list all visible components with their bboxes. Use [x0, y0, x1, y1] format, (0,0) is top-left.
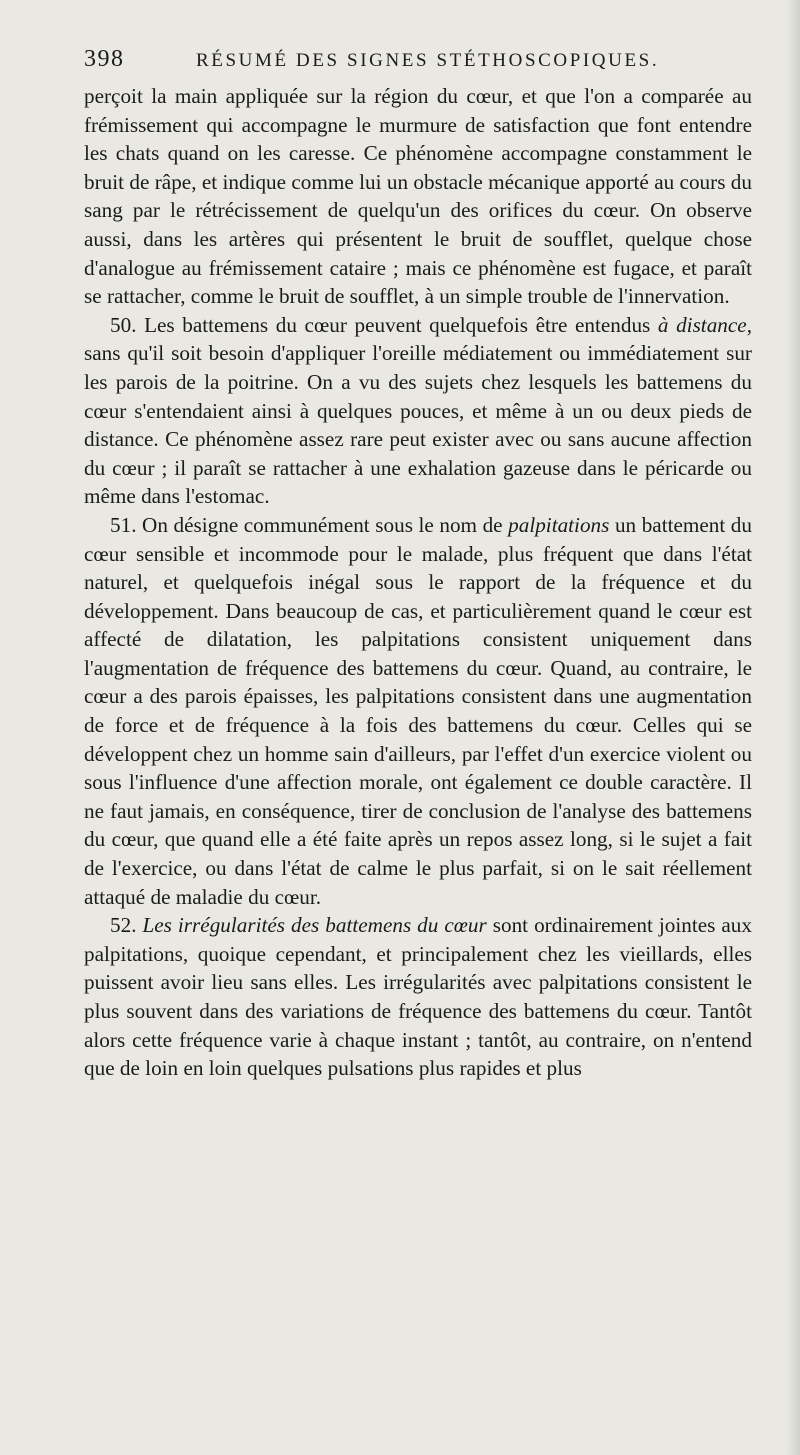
running-head	[84, 46, 744, 76]
italic-term: à distance	[657, 312, 747, 337]
text-run: , sans qu'il soit besoin d'appliquer l'oreille médiatement ou immédiatement sur les parois de la poitrine. On a vu des sujets chez lesquels les battemens du cœur s'entendaient ainsi à quelques pouces, et même à un ou deux pieds de distance. Ce phénomène assez rare peut exister avec ou sans aucune affection du cœur ; il paraît se rattacher à une exhalation gazeuse dans le péricarde ou même dans l'estomac.	[84, 312, 752, 509]
italic-term: Les irrégularités des battemens du cœur	[142, 913, 487, 938]
paragraph-p51	[84, 511, 752, 911]
paragraph-p50	[84, 311, 752, 511]
running-title: RÉSUMÉ DES SIGNES STÉTHOSCOPIQUES.	[196, 50, 660, 71]
text-run: perçoit la main appliquée sur la région du cœur, et que l'on a comparée au frémissement qui accompagne le murmure de satisfaction que font entendre les chats quand on les caresse. Ce phénomène accompagne constamment le bruit de râpe, et indique comme lui un obstacle mécanique apporté au cours du sang par le rétrécissement de quelqu'un des orifices du cœur. On observe aussi, dans les artères qui présentent le bruit de soufflet, quelque chose d'analogue au frémissement cataire ; mais ce phénomène est fugace, et paraît se rattacher, comme le bruit de soufflet, à un simple trouble de l'innervation.	[84, 84, 752, 309]
italic-term: palpitations	[508, 512, 610, 537]
text-run: 50. Les battemens du cœur peuvent quelquefois être entendus	[110, 312, 658, 337]
page-number: 398	[84, 46, 125, 72]
text-run: un battement du cœur sensible et incommode pour le malade, plus fréquent que dans l'état naturel, et quelquefois inégal sous le rapport de la fréquence et du développement. Dans beaucoup de cas, et particulièrement quand le cœur est affecté de dilatation, les palpitations consistent uniquement dans l'augmentation de fréquence des battemens du cœur. Quand, au contraire, le cœur a des parois épaisses, les palpitations consistent dans une augmentation de force et de fréquence à la fois des battemens du cœur. Celles qui se développent chez un homme sain d'ailleurs, par l'effet d'un exercice violent ou sous l'influence d'une affection morale, ont également ce double caractère. Il ne faut jamais, en conséquence, tirer de conclusion de l'analyse des battemens du cœur, que quand elle a été faite après un repos assez long, si le sujet a fait de l'exercice, ou dans l'état de calme le plus parfait, si on le sait réellement attaqué de maladie du cœur.	[84, 512, 752, 909]
body-text	[84, 82, 752, 1083]
text-run: 51. On désigne communément sous le nom de	[110, 512, 509, 537]
text-run: 52.	[110, 913, 143, 938]
paragraph-continuation	[84, 82, 752, 311]
text-run: sont ordinairement jointes aux palpitations, quoique cependant, et principalement chez les vieillards, elles puissent avoir lieu sans elles. Les irrégularités avec palpitations consistent le plus souvent dans des variations de fréquence des battemens du cœur. Tantôt alors cette fréquence varie à chaque instant ; tantôt, au contraire, on n'entend que de loin en loin quelques pulsations plus rapides et plus	[84, 913, 752, 1081]
paragraph-p52	[84, 911, 752, 1083]
page-edge-shadow	[786, 0, 800, 1455]
